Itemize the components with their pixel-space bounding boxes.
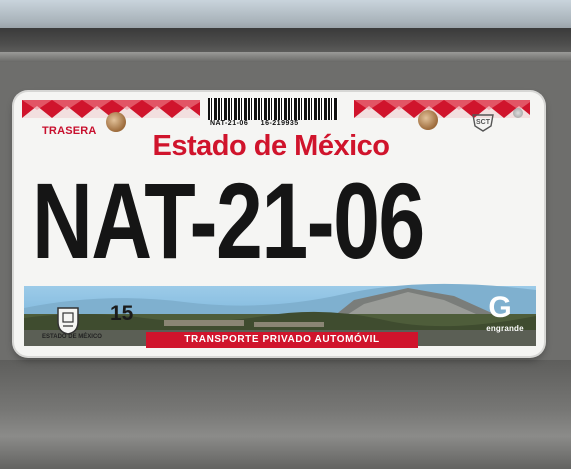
plate-number: NAT-21-06 bbox=[32, 160, 424, 281]
barcode-plate-text: NAT-21-06 bbox=[210, 120, 249, 127]
brand-logo bbox=[484, 290, 516, 322]
plate-footer-banner: TRANSPORTE PRIVADO AUTOMÓVIL bbox=[146, 332, 418, 348]
bumper bbox=[0, 360, 571, 469]
barcode bbox=[208, 98, 338, 120]
corner-screw bbox=[513, 108, 523, 118]
state-name-text: Estado de México bbox=[152, 130, 390, 162]
mounting-screw-left bbox=[106, 112, 126, 132]
emblem-caption: ESTADO DE MÉXICO bbox=[42, 334, 102, 340]
brand-initial: G bbox=[488, 291, 512, 322]
plate-year: 15 bbox=[110, 302, 134, 325]
license-plate bbox=[14, 92, 544, 356]
plate-side-label: TRASERA bbox=[42, 125, 97, 137]
mounting-screw-right bbox=[418, 110, 438, 130]
trunk-edge bbox=[0, 28, 571, 54]
red-pattern-band-right bbox=[354, 100, 530, 118]
sct-badge-text: SCT bbox=[476, 119, 490, 126]
g-logo-icon bbox=[484, 290, 516, 322]
state-emblem bbox=[52, 304, 84, 336]
chrome-trim bbox=[0, 52, 571, 62]
barcode-serial-text: 16-219935 bbox=[260, 120, 299, 127]
coat-of-arms-icon bbox=[52, 304, 84, 336]
brand-name: engrande bbox=[486, 324, 524, 333]
barcode-caption bbox=[210, 120, 360, 127]
